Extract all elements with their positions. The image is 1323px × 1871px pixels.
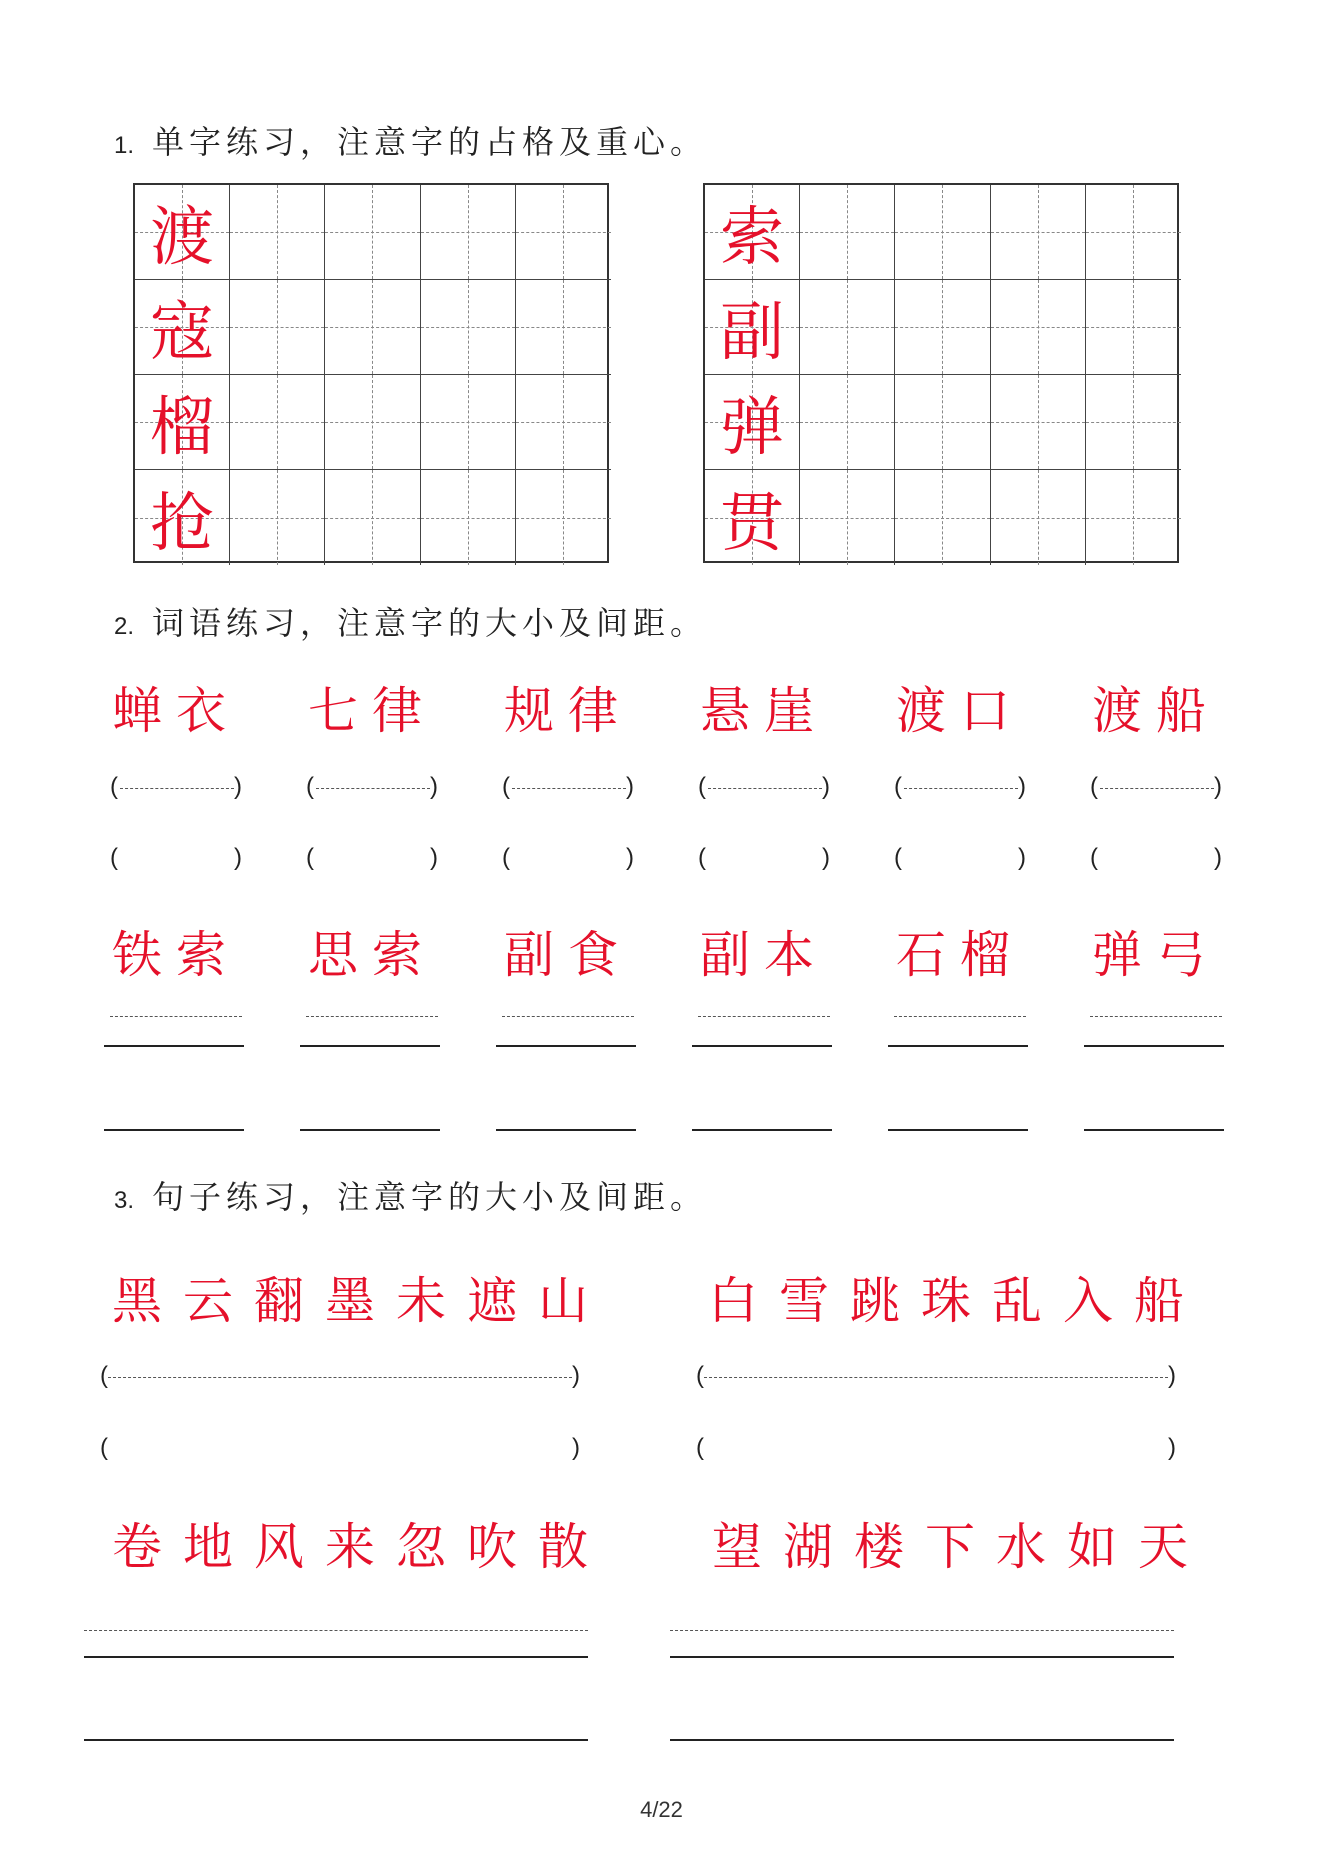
writing-line[interactable] (300, 1129, 440, 1131)
practice-word: 蝉衣 (112, 682, 240, 740)
open-paren: ( (110, 844, 118, 871)
pinyin-guide-line (708, 788, 822, 789)
model-character: 弹 (720, 391, 785, 465)
practice-word: 渡口 (896, 682, 1024, 740)
guide-line-horizontal (800, 232, 894, 233)
grid-cell[interactable] (230, 280, 325, 375)
pinyin-answer-blank[interactable] (1102, 843, 1212, 873)
grid-cell[interactable] (991, 375, 1086, 470)
pinyin-guide-line (108, 1377, 572, 1378)
close-paren: ) (430, 773, 438, 800)
model-character: 副 (720, 296, 785, 370)
guide-line-horizontal (230, 518, 324, 519)
guide-line-horizontal (325, 232, 419, 233)
practice-word: 思索 (308, 926, 436, 984)
close-paren: ) (572, 1362, 580, 1389)
guide-line-horizontal (230, 327, 324, 328)
section-number: 3. (114, 1187, 135, 1214)
grid-cell[interactable] (516, 280, 611, 375)
practice-word: 七律 (308, 682, 436, 740)
pinyin-answer-blank[interactable] (514, 843, 624, 873)
grid-cell[interactable] (895, 185, 990, 280)
guide-line-horizontal (325, 327, 419, 328)
pinyin-answer-blank[interactable] (708, 1433, 1163, 1463)
practice-word: 规律 (504, 682, 632, 740)
grid-cell[interactable] (895, 375, 990, 470)
writing-line[interactable] (888, 1045, 1028, 1047)
writing-line[interactable] (670, 1656, 1174, 1658)
pinyin-answer-blank[interactable] (122, 843, 232, 873)
guide-line-horizontal (230, 422, 324, 423)
section-1-heading (114, 122, 707, 166)
grid-cell[interactable] (1086, 470, 1181, 565)
open-paren: ( (894, 773, 902, 800)
open-paren: ( (696, 1362, 704, 1389)
grid-cell[interactable] (705, 280, 800, 375)
open-paren: ( (502, 844, 510, 871)
grid-cell[interactable] (895, 470, 990, 565)
guide-line-horizontal (1086, 422, 1181, 423)
guide-line-horizontal (516, 422, 611, 423)
pinyin-guide-line (120, 788, 234, 789)
guide-line-horizontal (421, 518, 515, 519)
writing-guide-line (502, 1016, 634, 1017)
grid-cell[interactable] (991, 280, 1086, 375)
writing-line[interactable] (104, 1129, 244, 1131)
guide-line-horizontal (516, 327, 611, 328)
guide-line-horizontal (800, 518, 894, 519)
grid-cell[interactable] (895, 280, 990, 375)
grid-cell[interactable] (1086, 185, 1181, 280)
grid-cell[interactable] (230, 185, 325, 280)
open-paren: ( (502, 773, 510, 800)
section-2-heading (114, 603, 707, 647)
close-paren: ) (822, 844, 830, 871)
grid-cell[interactable] (800, 375, 895, 470)
practice-word: 悬崖 (700, 682, 828, 740)
writing-line[interactable] (1084, 1129, 1224, 1131)
grid-cell[interactable] (1086, 280, 1181, 375)
model-character: 贯 (720, 486, 785, 561)
writing-line[interactable] (84, 1739, 588, 1741)
pinyin-guide-line (1100, 788, 1214, 789)
grid-cell[interactable] (421, 375, 516, 470)
grid-cell[interactable] (516, 185, 611, 280)
writing-line[interactable] (300, 1045, 440, 1047)
grid-cell[interactable] (325, 470, 420, 565)
open-paren: ( (1090, 773, 1098, 800)
grid-cell[interactable] (230, 470, 325, 565)
writing-line[interactable] (888, 1129, 1028, 1131)
guide-line-horizontal (1086, 327, 1181, 328)
guide-line-horizontal (800, 422, 894, 423)
close-paren: ) (1168, 1434, 1176, 1461)
writing-guide-line (84, 1630, 588, 1631)
writing-guide-line (1090, 1016, 1222, 1017)
section-number: 2. (114, 613, 135, 640)
guide-line-horizontal (895, 232, 989, 233)
guide-line-horizontal (516, 232, 611, 233)
guide-line-horizontal (895, 518, 989, 519)
pinyin-answer-blank[interactable] (112, 1433, 567, 1463)
close-paren: ) (1168, 1362, 1176, 1389)
guide-line-horizontal (516, 518, 611, 519)
model-character: 索 (720, 201, 785, 275)
grid-cell[interactable] (800, 280, 895, 375)
guide-line-horizontal (895, 422, 989, 423)
pinyin-guide-line (512, 788, 626, 789)
practice-word: 副食 (504, 926, 632, 984)
writing-line[interactable] (104, 1045, 244, 1047)
writing-guide-line (306, 1016, 438, 1017)
grid-cell[interactable] (800, 185, 895, 280)
practice-sentence: 望湖楼下水如天 (712, 1518, 1209, 1576)
grid-cell[interactable] (325, 375, 420, 470)
guide-line-horizontal (421, 327, 515, 328)
practice-sentence: 卷地风来忽吹散 (112, 1518, 609, 1576)
grid-cell[interactable] (705, 375, 800, 470)
pinyin-answer-blank[interactable] (906, 843, 1016, 873)
practice-word: 铁索 (112, 926, 240, 984)
guide-line-horizontal (1086, 232, 1181, 233)
open-paren: ( (698, 844, 706, 871)
practice-word: 弹弓 (1092, 926, 1220, 984)
close-paren: ) (626, 773, 634, 800)
grid-cell[interactable] (325, 280, 420, 375)
grid-cell[interactable] (1086, 375, 1181, 470)
grid-cell[interactable] (421, 470, 516, 565)
writing-guide-line (110, 1016, 242, 1017)
writing-line[interactable] (1084, 1045, 1224, 1047)
grid-cell[interactable] (705, 185, 800, 280)
grid-cell[interactable] (135, 375, 230, 470)
open-paren: ( (100, 1434, 108, 1461)
close-paren: ) (1018, 773, 1026, 800)
model-character: 榴 (150, 391, 215, 465)
grid-cell[interactable] (800, 470, 895, 565)
open-paren: ( (110, 773, 118, 800)
open-paren: ( (894, 844, 902, 871)
writing-line[interactable] (670, 1739, 1174, 1741)
grid-cell[interactable] (135, 470, 230, 565)
guide-line-horizontal (230, 232, 324, 233)
pinyin-guide-line (316, 788, 430, 789)
guide-line-horizontal (421, 422, 515, 423)
practice-sentence: 白雪跳珠乱入船 (708, 1272, 1205, 1330)
writing-guide-line (670, 1630, 1174, 1631)
guide-line-horizontal (325, 518, 419, 519)
open-paren: ( (1090, 844, 1098, 871)
close-paren: ) (234, 844, 242, 871)
grid-cell[interactable] (135, 280, 230, 375)
writing-guide-line (698, 1016, 830, 1017)
grid-cell[interactable] (421, 185, 516, 280)
writing-line[interactable] (692, 1129, 832, 1131)
guide-line-horizontal (800, 327, 894, 328)
practice-word: 石榴 (896, 926, 1024, 984)
open-paren: ( (306, 773, 314, 800)
close-paren: ) (572, 1434, 580, 1461)
grid-cell[interactable] (516, 470, 611, 565)
section-title: 词语练习，注意字的大小及间距。 (152, 604, 708, 642)
close-paren: ) (1018, 844, 1026, 871)
pinyin-guide-line (704, 1377, 1168, 1378)
section-title: 单字练习，注意字的占格及重心。 (152, 123, 708, 161)
pinyin-answer-blank[interactable] (318, 843, 428, 873)
grid-cell[interactable] (230, 375, 325, 470)
writing-line[interactable] (496, 1129, 636, 1131)
pinyin-answer-blank[interactable] (710, 843, 820, 873)
grid-cell[interactable] (705, 470, 800, 565)
guide-line-horizontal (991, 327, 1085, 328)
guide-line-horizontal (421, 232, 515, 233)
guide-line-horizontal (325, 422, 419, 423)
practice-sentence: 黑云翻墨未遮山 (112, 1272, 609, 1330)
practice-grid-left (133, 183, 609, 563)
writing-line[interactable] (84, 1656, 588, 1658)
close-paren: ) (1214, 844, 1222, 871)
practice-word: 副本 (700, 926, 828, 984)
open-paren: ( (306, 844, 314, 871)
close-paren: ) (430, 844, 438, 871)
guide-line-horizontal (1086, 518, 1181, 519)
open-paren: ( (100, 1362, 108, 1389)
practice-word: 渡船 (1092, 682, 1220, 740)
close-paren: ) (1214, 773, 1222, 800)
section-title: 句子练习，注意字的大小及间距。 (152, 1178, 708, 1216)
guide-line-horizontal (991, 422, 1085, 423)
open-paren: ( (696, 1434, 704, 1461)
close-paren: ) (822, 773, 830, 800)
section-number: 1. (114, 132, 135, 159)
grid-cell[interactable] (325, 185, 420, 280)
pinyin-guide-line (904, 788, 1018, 789)
grid-cell[interactable] (421, 280, 516, 375)
open-paren: ( (698, 773, 706, 800)
grid-cell[interactable] (135, 185, 230, 280)
model-character: 渡 (150, 201, 215, 275)
close-paren: ) (626, 844, 634, 871)
grid-cell[interactable] (991, 470, 1086, 565)
guide-line-horizontal (991, 232, 1085, 233)
writing-line[interactable] (692, 1045, 832, 1047)
guide-line-horizontal (991, 518, 1085, 519)
practice-grid-right (703, 183, 1179, 563)
model-character: 寇 (150, 296, 215, 370)
grid-cell[interactable] (991, 185, 1086, 280)
writing-line[interactable] (496, 1045, 636, 1047)
page-number: 4/22 (640, 1797, 683, 1822)
guide-line-horizontal (895, 327, 989, 328)
grid-cell[interactable] (516, 375, 611, 470)
model-character: 抢 (150, 486, 215, 561)
close-paren: ) (234, 773, 242, 800)
section-3-heading (114, 1177, 707, 1221)
writing-guide-line (894, 1016, 1026, 1017)
